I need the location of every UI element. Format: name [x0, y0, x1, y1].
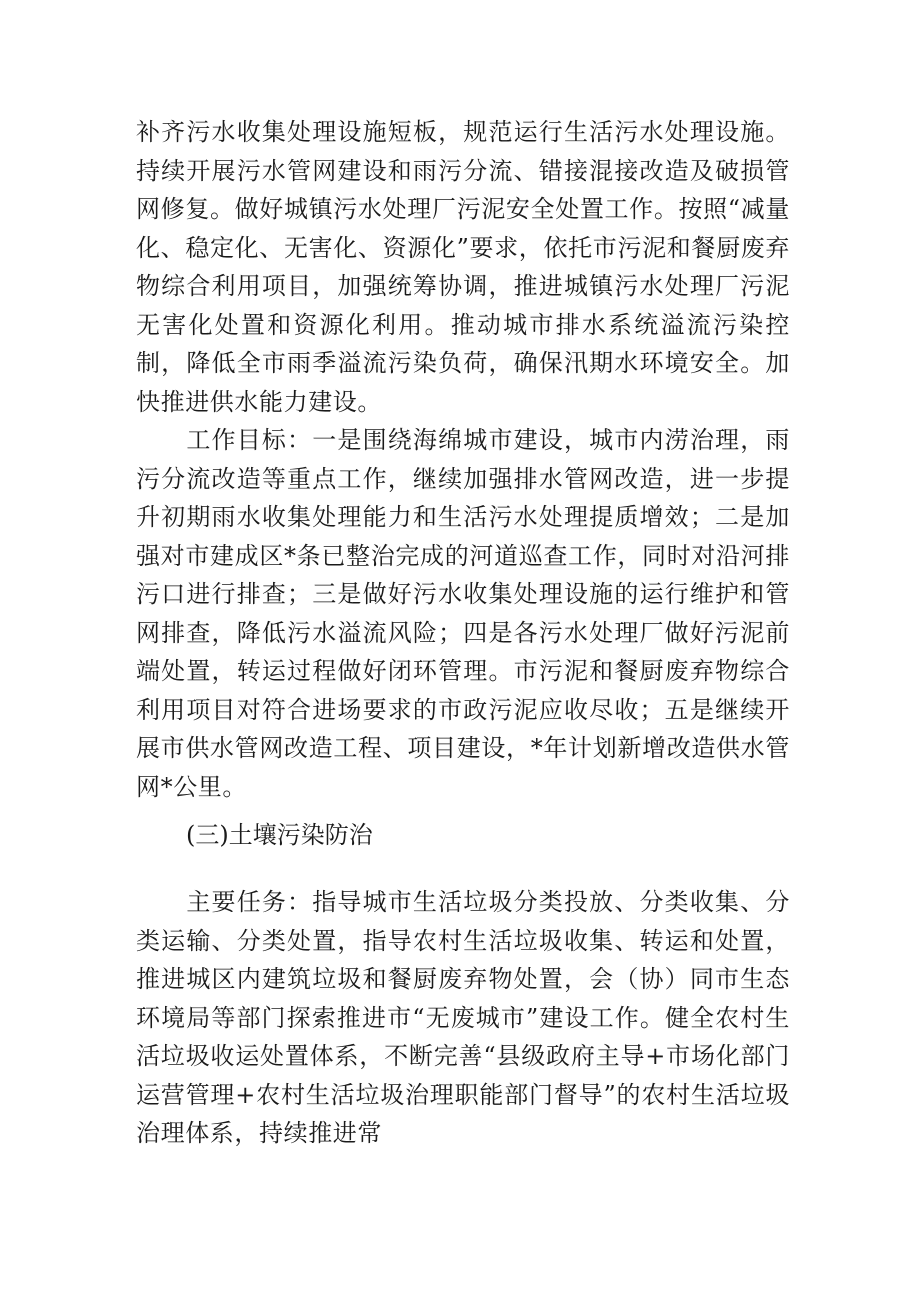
- section-heading-soil-pollution: (三)土壤污染防治: [186, 821, 373, 849]
- body-paragraph-main-tasks: 主要任务：指导城市生活垃圾分类投放、分类收集、分类运输、分类处置，指导农村生活垃圾收集、转运和处置，推进城区内建筑垃圾和餐厨废弃物处置，会（协）同市生态环境局等部门探索推进市“无废城市”建设工作。健全农村生活垃圾收运处置体系，不断完善“县级政府主导+市场化部门运营管理+农村生活垃圾治理职能部门督导”的农村生活垃圾治理体系，持续推进常: [136, 888, 790, 1147]
- body-paragraph-sewage-facilities: 补齐污水收集处理设施短板，规范运行生活污水处理设施。持续开展污水管网建设和雨污分流、错接混接改造及破损管网修复。做好城镇污水处理厂污泥安全处置工作。按照“减量化、稳定化、无害化、资源化”要求，依托市污泥和餐厨废弃物综合利用项目，加强统筹协调，推进城镇污水处理厂污泥无害化处置和资源化利用。推动城市排水系统溢流污染控制，降低全市雨季溢流污染负荷，确保汛期水环境安全。加快推进供水能力建设。: [136, 118, 790, 416]
- body-paragraph-work-goals: 工作目标：一是围绕海绵城市建设，城市内涝治理，雨污分流改造等重点工作，继续加强排水管网改造，进一步提升初期雨水收集处理能力和生活污水处理提质增效；二是加强对市建成区*条已整治完成的河道巡查工作，同时对沿河排污口进行排查；三是做好污水收集处理设施的运行维护和管网排查，降低污水溢流风险；四是各污水处理厂做好污泥前端处置，转运过程做好闭环管理。市污泥和餐厨废弃物综合利用项目对符合进场要求的市政污泥应收尽收；五是继续开展市供水管网改造工程、项目建设，*年计划新增改造供水管网*公里。: [136, 426, 790, 801]
